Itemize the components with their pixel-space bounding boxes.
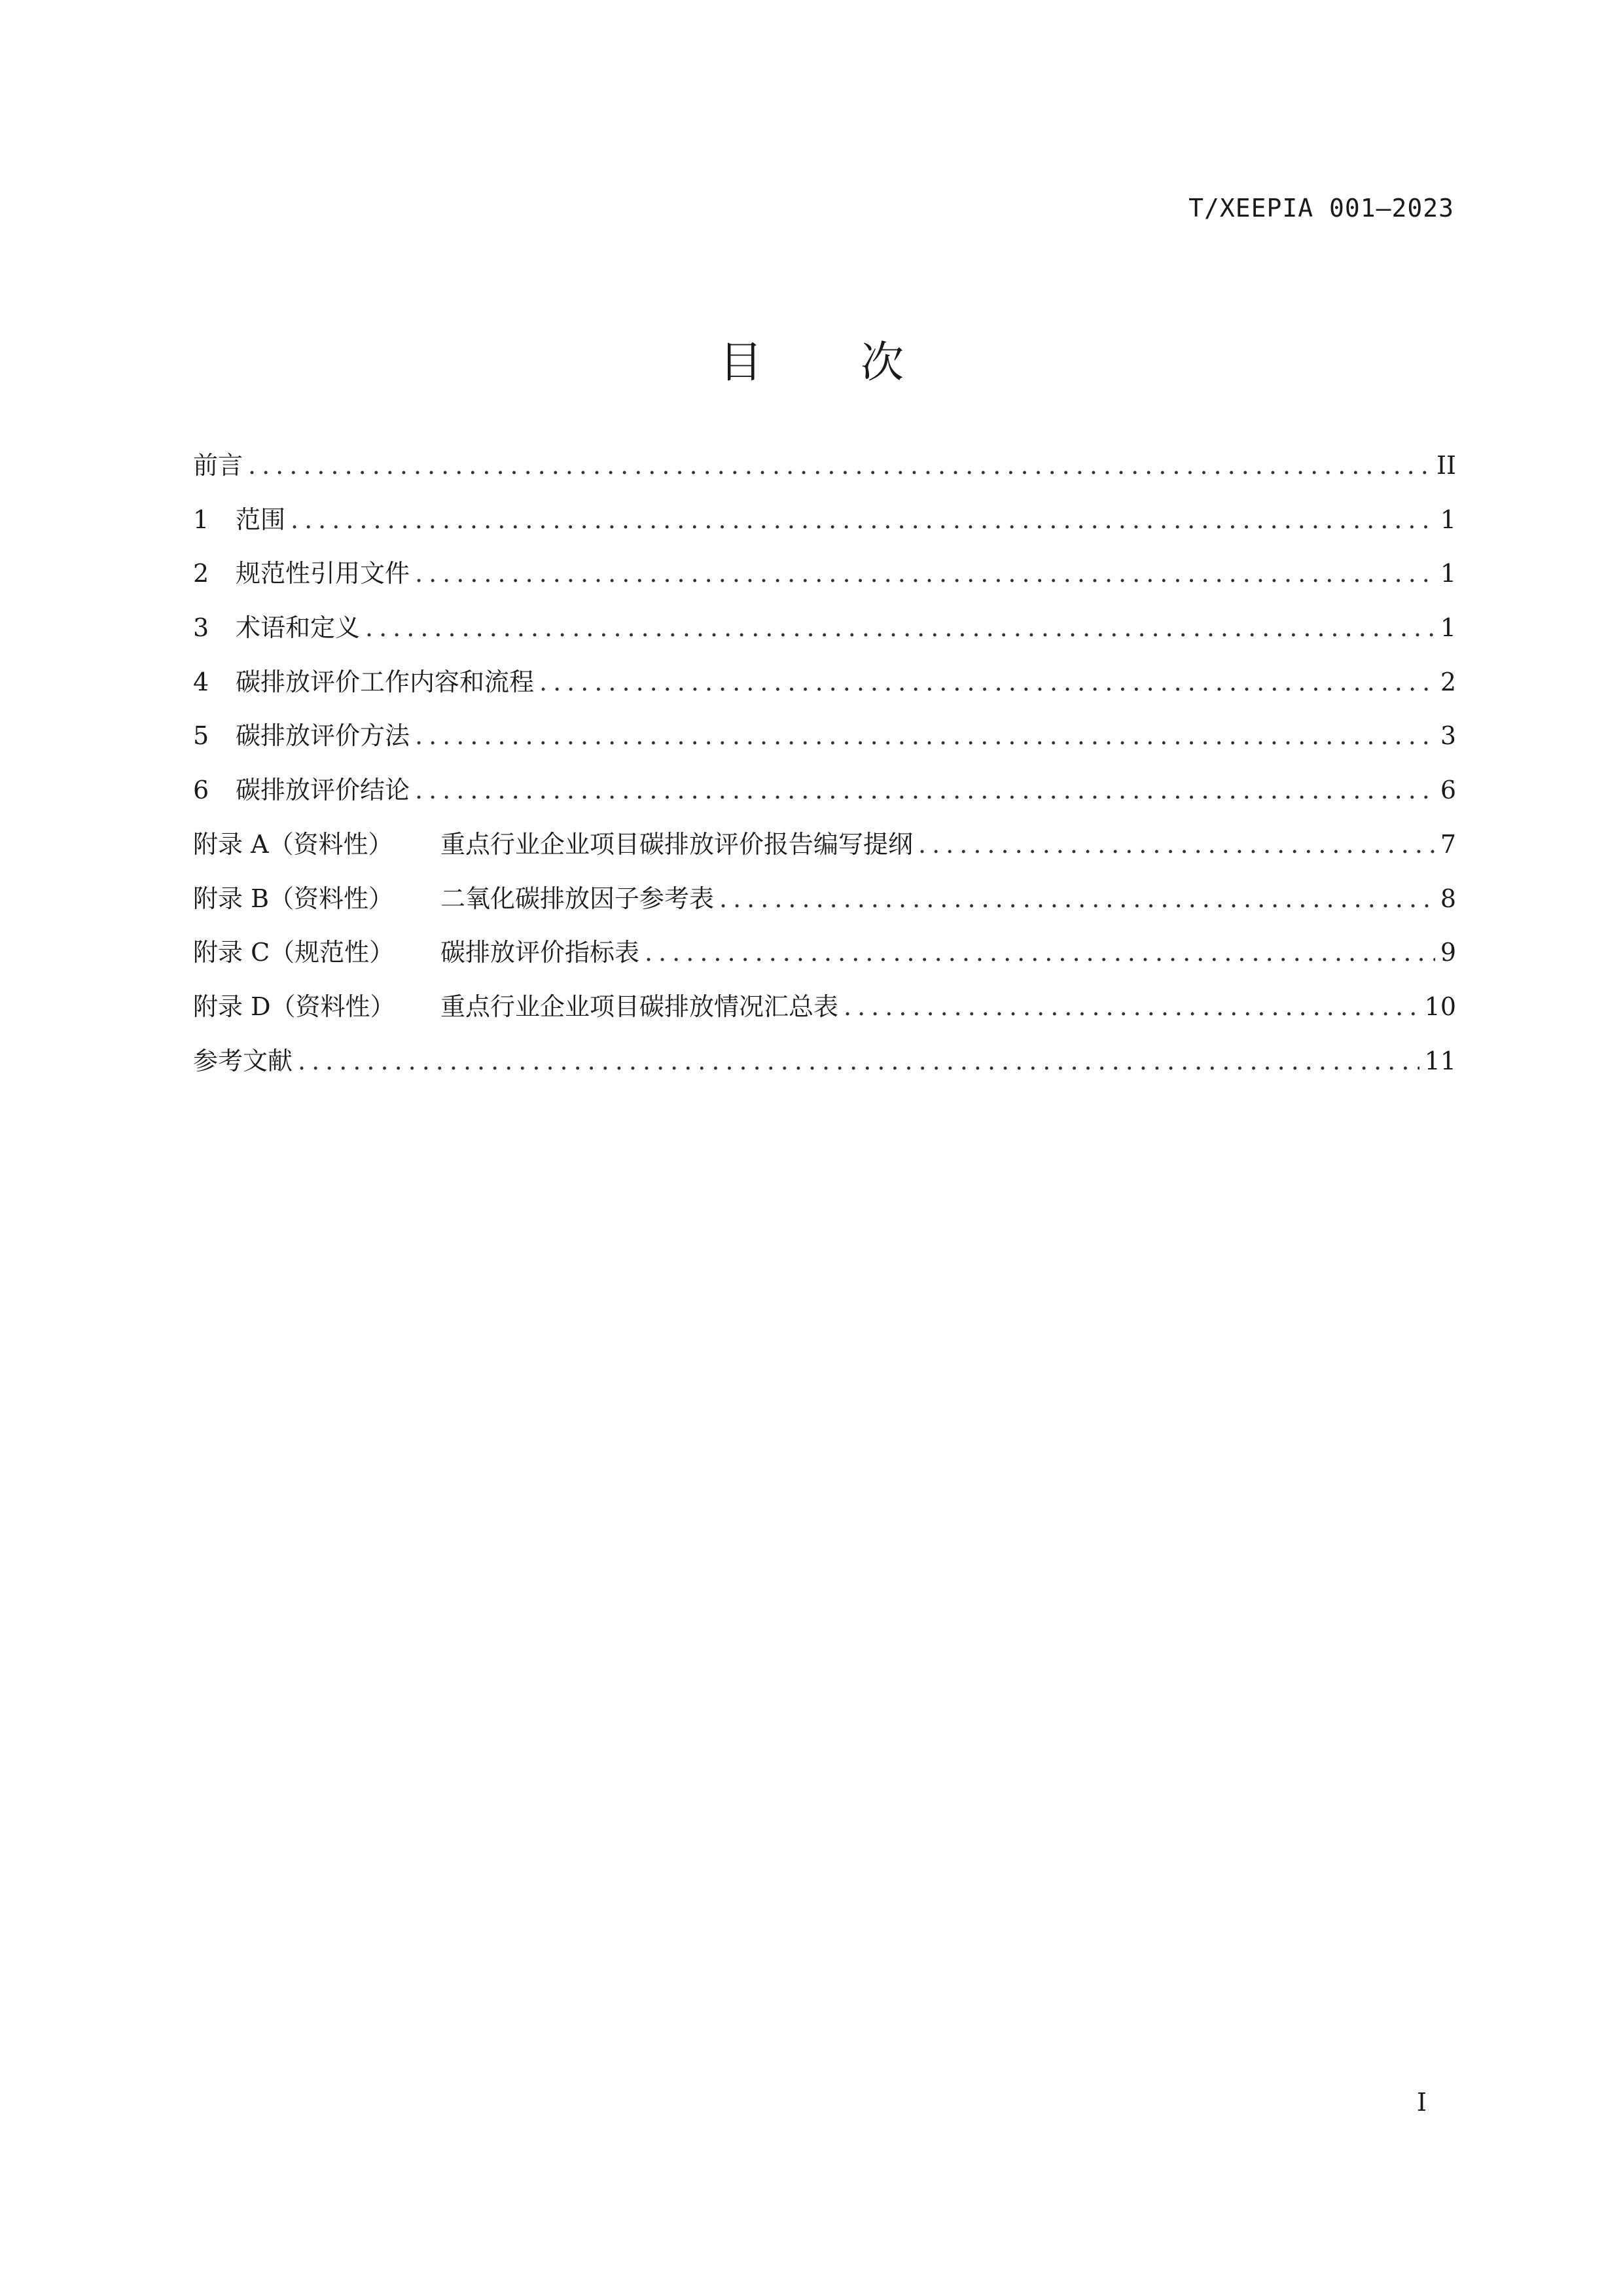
toc-entry-number: 2 bbox=[193, 559, 209, 588]
document-code: T/XEEPIA 001—2023 bbox=[1188, 194, 1454, 223]
toc-entry-text: 碳排放评价结论 bbox=[236, 776, 410, 805]
toc-entry-page: 6 bbox=[1440, 776, 1456, 805]
toc-leader-dots bbox=[291, 505, 1435, 534]
toc-appendix-tag: 附录 B（资料性） bbox=[193, 884, 394, 913]
toc-appendix-tag: 附录 D（资料性） bbox=[193, 992, 395, 1021]
toc-leader-dots bbox=[365, 613, 1435, 642]
toc-entry-page: 9 bbox=[1440, 938, 1456, 967]
toc-entry-3[interactable] bbox=[193, 607, 1456, 662]
toc-entry-text: 前言 bbox=[193, 451, 243, 480]
toc-appendix-tag: 附录 C（规范性） bbox=[193, 938, 395, 967]
toc-entry-page: 8 bbox=[1440, 884, 1456, 913]
toc-entry-6[interactable] bbox=[193, 770, 1456, 824]
toc-leader-dots bbox=[844, 992, 1419, 1021]
toc-leader-dots bbox=[415, 559, 1435, 588]
toc-entry-text: 重点行业企业项目碳排放评价报告编写提纲 bbox=[440, 829, 914, 859]
toc-entry-text: 重点行业企业项目碳排放情况汇总表 bbox=[440, 992, 839, 1021]
toc-entry-number: 4 bbox=[193, 667, 209, 696]
toc-entry-references[interactable] bbox=[193, 1041, 1456, 1095]
toc-leader-dots bbox=[539, 668, 1435, 696]
toc-entry-page: 3 bbox=[1440, 721, 1456, 751]
page-number: I bbox=[1416, 2088, 1427, 2117]
toc-appendix-tag: 附录 A（资料性） bbox=[193, 829, 393, 859]
toc-entry-page: 11 bbox=[1424, 1046, 1456, 1075]
page-title: 目次 bbox=[719, 337, 1002, 387]
toc-leader-dots bbox=[415, 721, 1435, 750]
toc-leader-dots bbox=[918, 830, 1435, 859]
toc-entry-page: II bbox=[1436, 451, 1456, 480]
toc-entry-appendix-d[interactable] bbox=[193, 986, 1456, 1041]
toc-entry-foreword[interactable] bbox=[193, 445, 1456, 499]
toc-entry-page: 1 bbox=[1440, 505, 1456, 534]
toc-entry-text: 碳排放评价工作内容和流程 bbox=[236, 667, 535, 696]
toc-entry-text: 碳排放评价指标表 bbox=[440, 938, 640, 967]
toc-entry-page: 2 bbox=[1440, 667, 1456, 696]
toc-leader-dots bbox=[298, 1047, 1419, 1075]
toc-entry-4[interactable] bbox=[193, 662, 1456, 716]
toc-entry-number: 3 bbox=[193, 613, 209, 643]
toc-entry-text: 规范性引用文件 bbox=[236, 559, 410, 588]
toc-entry-number: 6 bbox=[193, 776, 209, 805]
toc-entry-appendix-a[interactable] bbox=[193, 824, 1456, 878]
toc-entry-text: 术语和定义 bbox=[236, 613, 361, 643]
toc-leader-dots bbox=[248, 451, 1431, 480]
toc-entry-page: 1 bbox=[1440, 613, 1456, 643]
toc-entry-page: 10 bbox=[1424, 992, 1456, 1021]
toc-entry-number: 1 bbox=[193, 505, 209, 534]
toc-entry-page: 7 bbox=[1440, 829, 1456, 859]
toc-entry-1[interactable] bbox=[193, 499, 1456, 554]
toc-entry-text: 碳排放评价方法 bbox=[236, 721, 410, 751]
toc-entry-appendix-b[interactable] bbox=[193, 878, 1456, 933]
toc-entry-page: 1 bbox=[1440, 559, 1456, 588]
table-of-contents bbox=[193, 445, 1456, 1094]
toc-leader-dots bbox=[645, 938, 1435, 967]
toc-entry-5[interactable] bbox=[193, 715, 1456, 770]
toc-leader-dots bbox=[415, 776, 1435, 804]
toc-entry-appendix-c[interactable] bbox=[193, 932, 1456, 986]
toc-entry-text: 二氧化碳排放因子参考表 bbox=[440, 884, 715, 913]
toc-entry-text: 范围 bbox=[236, 505, 286, 534]
toc-entry-number: 5 bbox=[193, 721, 209, 751]
toc-entry-text: 参考文献 bbox=[193, 1046, 293, 1075]
toc-entry-2[interactable] bbox=[193, 553, 1456, 607]
toc-leader-dots bbox=[719, 884, 1435, 913]
